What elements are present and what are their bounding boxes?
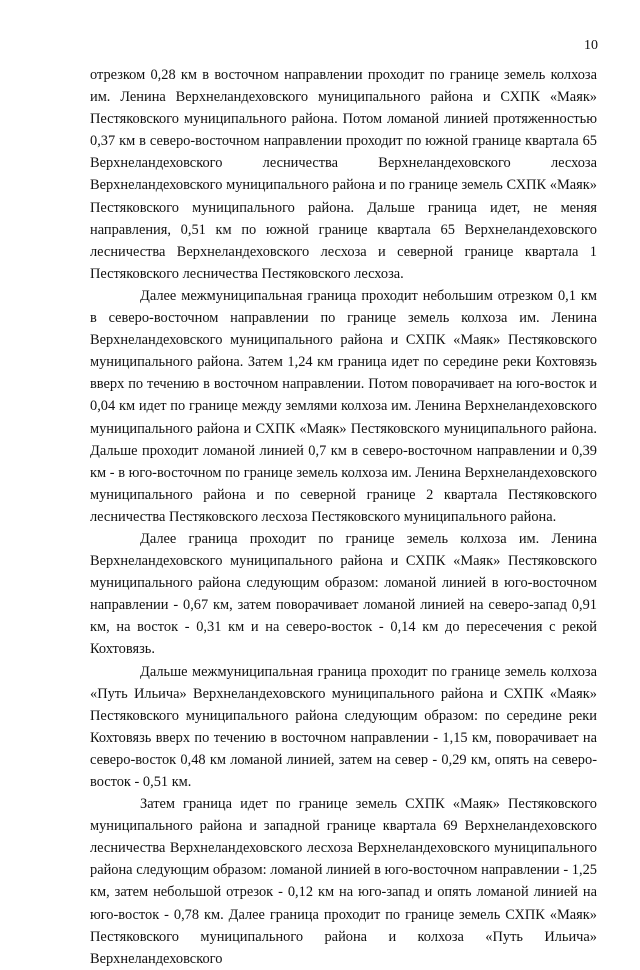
page-number: 10 <box>584 38 598 53</box>
paragraph-continuation: отрезком 0,28 км в восточном направлении проходит по границе земель колхоза им. Ленина Верхнеландеховского муниципального района и СХПК «Маяк» Пестяковского муниципального района. Потом ломаной линией протяженностью 0,37 км в северо-восточном направлении проходит по южной границе квартала 65 Верхнеландеховского лесничества Верхнеландеховского лесхоза Верхнеландеховского муниципального района и по границе земель СХПК «Маяк» Пестяковского муниципального района. Дальше граница идет, не меняя направления, 0,51 км по южной границе квартала 65 Верхнеландеховского лесничества Верхнеландеховского лесхоза и северной границе квартала 1 Пестяковского лесничества Пестяковского лесхоза. <box>90 67 597 282</box>
document-body <box>90 64 597 970</box>
paragraph: Далее межмуниципальная граница проходит небольшим отрезком 0,1 км в северо-восточном направлении по границе земель колхоза им. Ленина Верхнеландеховского муниципального района и СХПК «Маяк» Пестяковского муниципального района. Затем 1,24 км граница идет по середине реки Кохтовязь вверх по течению в восточном направлении. Потом поворачивает на юго-восток и 0,04 км идет по границе между землями колхоза им. Ленина Верхнеландеховского муниципального района и СХПК «Маяк» Пестяковского муниципального района. Дальше проходит ломаной линией 0,7 км в северо-восточном направлении и 0,39 км - в юго-восточном по границе земель колхоза им. Ленина Верхнеландеховского муниципального района и по северной границе 2 квартала Пестяковского лесничества Пестяковского лесхоза Пестяковского муниципального района. <box>90 287 597 525</box>
paragraph: Затем граница идет по границе земель СХПК «Маяк» Пестяковского муниципального района и западной границе квартала 69 Верхнеландеховского лесничества Верхнеландеховского лесхоза Верхнеландеховского муниципального района следующим образом: ломаной линией в юго-восточном направлении - 1,25 км, затем небольшой отрезок - 0,12 км на юго-запад и опять ломаной линией на юго-восток - 0,78 км. Далее граница проходит по границе земель СХПК «Маяк» Пестяковского муниципального района и колхоза «Путь Ильича» Верхнеландеховского <box>90 796 597 967</box>
paragraph: Дальше межмуниципальная граница проходит по границе земель колхоза «Путь Ильича» Верхнеландеховского муниципального района и СХПК «Маяк» Пестяковского муниципального района следующим образом: по середине реки Кохтовязь вверх по течению в восточном направлении - 1,15 км, поворачивает на северо-восток 0,48 км ломаной линией, затем на север - 0,29 км, опять на северо-восток - 0,51 км. <box>90 663 597 790</box>
paragraph: Далее граница проходит по границе земель колхоза им. Ленина Верхнеландеховского муниципального района и СХПК «Маяк» Пестяковского муниципального района следующим образом: ломаной линией в юго-восточном направлении - 0,67 км, затем поворачивает ломаной линией на северо-запад 0,91 км, на восток - 0,31 км и на северо-восток - 0,14 км до пересечения с рекой Кохтовязь. <box>90 530 597 658</box>
